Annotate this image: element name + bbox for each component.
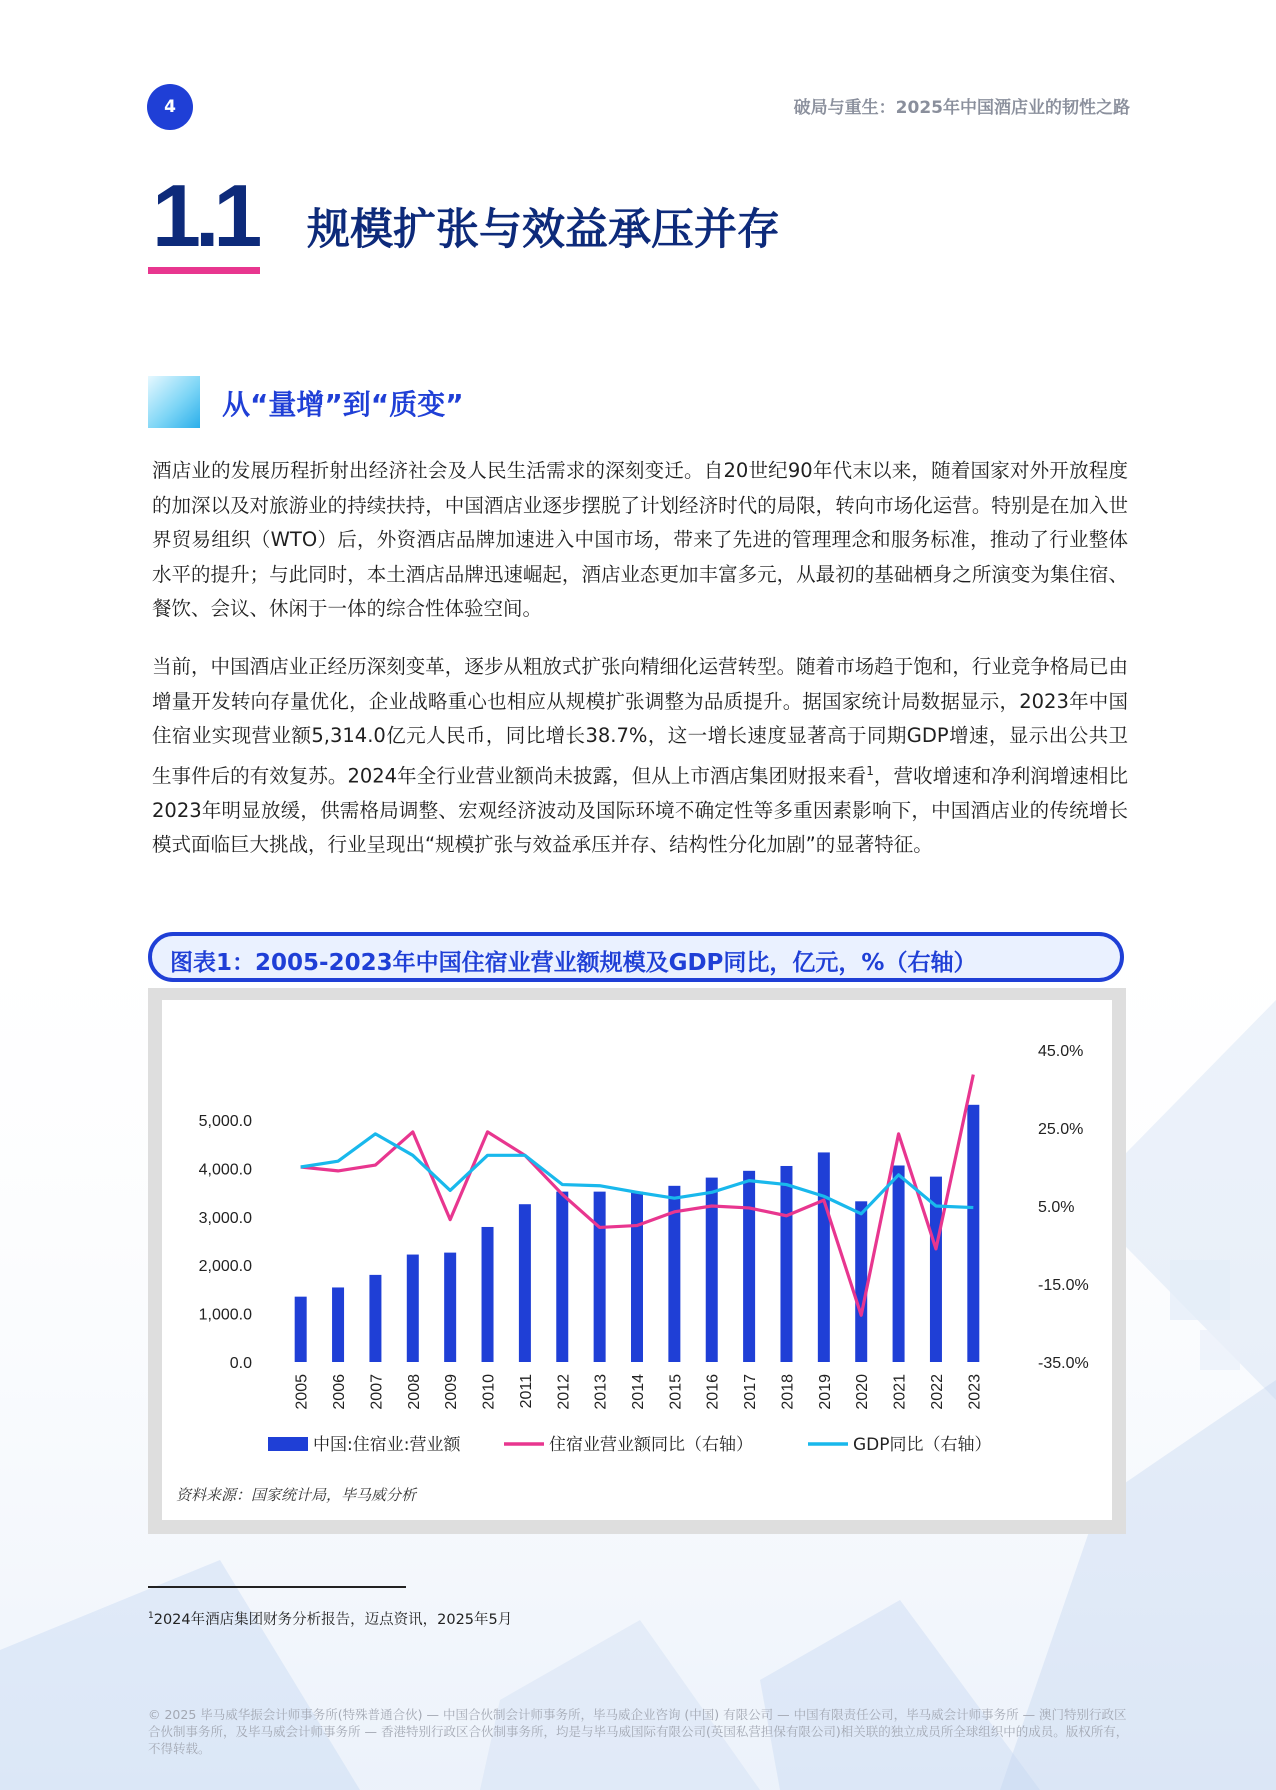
bar-2006	[332, 1287, 344, 1362]
chart-source: 资料来源：国家统计局，毕马威分析	[176, 1486, 417, 1504]
footnote-reference[interactable]: 1	[866, 763, 874, 778]
section-number: 1.1	[152, 166, 257, 265]
left-axis-tick-label: 2,000.0	[198, 1258, 252, 1276]
body-paragraph-2	[152, 650, 1128, 863]
x-axis-tick-label: 2014	[630, 1374, 647, 1410]
chart-title: 图表1：2005-2023年中国住宿业营业额规模及GDP同比，亿元，%（右轴）	[170, 950, 977, 976]
bar-2012	[556, 1192, 568, 1362]
section-number-underline	[148, 267, 260, 274]
x-axis-tick-label: 2021	[891, 1374, 909, 1410]
page-number-badge: 4	[147, 84, 193, 130]
x-axis-tick-label: 2019	[816, 1374, 834, 1410]
bar-2013	[594, 1192, 606, 1362]
x-axis-tick-label: 2013	[592, 1374, 610, 1410]
subsection-marker	[148, 376, 200, 428]
x-axis-tick-label: 2023	[966, 1374, 984, 1410]
bar-2023	[967, 1105, 979, 1362]
x-axis-tick-label: 2017	[742, 1374, 760, 1410]
subsection-title: 从“量增”到“质变”	[222, 388, 464, 421]
x-axis-tick-label: 2005	[293, 1374, 311, 1410]
bar-2007	[369, 1275, 381, 1362]
left-axis-tick-label: 5,000.0	[198, 1113, 252, 1130]
x-axis-tick-label: 2010	[480, 1374, 498, 1410]
copyright-notice: © 2025 毕马威华振会计师事务所(特殊普通合伙) — 中国合伙制会计师事务所，毕马威企业咨询 (中国) 有限公司 — 中国有限责任公司，毕马威会计师事务所 — 澳门特别行政区合伙制事务所，及毕马威会计师事务所 — 香港特别行政区合伙制事务所，均是与毕马威国际有限公司(英国私营担保有限公司)相关联的独立成员所全球组织中的成员。版权所有，不得转载。	[148, 1707, 1129, 1756]
chart-title-bar	[148, 932, 1124, 982]
right-axis-tick-label: -15.0%	[1038, 1277, 1089, 1294]
bar-2008	[407, 1255, 419, 1362]
x-axis-tick-label: 2008	[405, 1374, 423, 1410]
running-title: 破局与重生：2025年中国酒店业的韧性之路	[793, 98, 1130, 118]
x-axis-tick-label: 2006	[331, 1374, 349, 1410]
left-axis-tick-label: 4,000.0	[198, 1161, 252, 1179]
bar-2010	[482, 1227, 494, 1362]
section-title: 规模扩张与效益承压并存	[307, 205, 780, 255]
bar-2014	[631, 1192, 643, 1362]
x-axis-tick-label: 2011	[517, 1374, 535, 1409]
x-axis-tick-label: 2020	[854, 1374, 872, 1410]
x-axis-tick-label: 2016	[704, 1374, 722, 1410]
bar-2005	[295, 1297, 307, 1362]
body-paragraph-2-part-b: ，营收增速和净利润增速相比2023年明显放缓，供需格局调整、宏观经济波动及国际环境不确定性等多重因素影响下，中国酒店业的传统增长模式面临巨大挑战，行业呈现出“规模扩张与效益承压并存、结构性分化加剧”的显著特征。	[152, 764, 1128, 856]
right-axis-tick-label: 45.0%	[1038, 1043, 1084, 1060]
footnote-mark: 1	[148, 1611, 154, 1622]
legend-swatch-bar	[268, 1437, 308, 1451]
right-axis-tick-label: -35.0%	[1038, 1355, 1089, 1372]
legend-label: GDP同比（右轴）	[853, 1435, 992, 1455]
right-axis-tick-label: 5.0%	[1038, 1199, 1075, 1216]
revenue-gdp-chart	[162, 1000, 1112, 1520]
x-axis-tick-label: 2007	[368, 1374, 386, 1410]
bar-2009	[444, 1253, 456, 1362]
right-axis-tick-label: 25.0%	[1038, 1121, 1084, 1138]
x-axis-tick-label: 2012	[555, 1374, 573, 1410]
legend-label: 住宿业营业额同比（右轴）	[549, 1435, 753, 1455]
chart-panel	[162, 1000, 1112, 1520]
footnote-text: 2024年酒店集团财务分析报告，迈点资讯，2025年5月	[153, 1612, 513, 1628]
legend-label: 中国:住宿业:营业额	[313, 1435, 461, 1455]
bar-2011	[519, 1204, 531, 1362]
bar-2018	[780, 1166, 792, 1362]
bar-2021	[893, 1165, 905, 1362]
body-paragraph-1: 酒店业的发展历程折射出经济社会及人民生活需求的深刻变迁。自20世纪90年代末以来，随着国家对外开放程度的加深以及对旅游业的持续扶持，中国酒店业逐步摆脱了计划经济时代的局限，转向市场化运营。特别是在加入世界贸易组织（WTO）后，外资酒店品牌加速进入中国市场，带来了先进的管理理念和服务标准，推动了行业整体水平的提升；与此同时，本土酒店品牌迅速崛起，酒店业态更加丰富多元，从最初的基础栖身之所演变为集住宿、餐饮、会议、休闲于一体的综合性体验空间。	[152, 459, 1128, 620]
footnote	[148, 1608, 512, 1629]
x-axis-tick-label: 2015	[667, 1374, 685, 1410]
bar-2020	[855, 1201, 867, 1362]
left-axis-tick-label: 3,000.0	[198, 1209, 252, 1227]
left-axis-tick-label: 0.0	[229, 1355, 252, 1372]
bar-2019	[818, 1152, 830, 1362]
x-axis-tick-label: 2018	[779, 1374, 797, 1410]
x-axis-tick-label: 2009	[443, 1374, 461, 1410]
left-axis-tick-label: 1,000.0	[198, 1306, 252, 1324]
footnote-rule	[148, 1586, 406, 1588]
bar-2017	[743, 1171, 755, 1362]
x-axis-tick-label: 2022	[928, 1374, 946, 1410]
body-paragraph-2-part-a: 当前，中国酒店业正经历深刻变革，逐步从粗放式扩张向精细化运营转型。随着市场趋于饱和，行业竞争格局已由增量开发转向存量优化，企业战略重心也相应从规模扩张调整为品质提升。据国家统计局数据显示，2023年中国住宿业实现营业额5,314.0亿元人民币，同比增长38.7%，这一增长速度显著高于同期GDP增速，显示出公共卫生事件后的有效复苏。2024年全行业营业额尚未披露，但从上市酒店集团财报来看	[152, 655, 1128, 787]
chart-frame	[148, 988, 1126, 1534]
